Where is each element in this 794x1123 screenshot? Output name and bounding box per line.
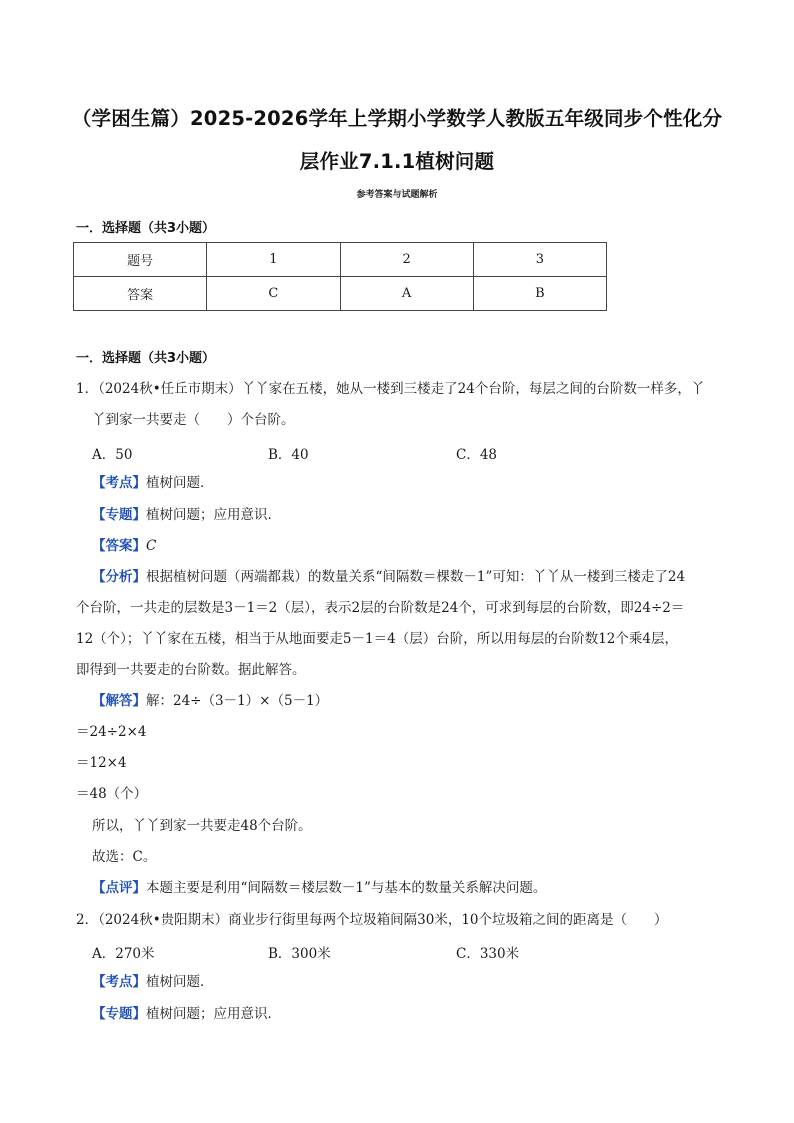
q1-dianping [92, 879, 748, 897]
q2-option-c: C．330米 [456, 946, 520, 962]
q1-fenxi-line-3: 12（个）；丫丫家在五楼，相当于从地面要走5－1＝4（层）台阶，所以用每层的台阶数12个乘4层， [76, 631, 678, 647]
table-cell: B [473, 277, 606, 311]
q2-option-a: A．270米 [92, 946, 155, 962]
daan-tag: 【答案】 [92, 538, 146, 554]
table-row [74, 243, 607, 277]
jieda-tag: 【解答】 [92, 693, 146, 709]
q2-stem-line-1: 2．（2024秋•贵阳期末）商业步行街里每两个垃圾箱间隔30米，10个垃圾箱之间的距离是（ ） [76, 912, 668, 928]
zhuanti-tag: 【专题】 [92, 1006, 146, 1022]
q1-fenxi-line-2: 个台阶，一共走的层数是3－1＝2（层），表示2层的台阶数是24个，可求到每层的台阶数，即24÷2＝ [76, 600, 685, 616]
kaodian-text: 植树问题． [146, 974, 214, 990]
q1-option-a: A．50 [92, 447, 133, 463]
document-title-line-2: 层作业7.1.1植树问题 [299, 150, 495, 173]
zhuanti-text: 植树问题；应用意识． [146, 1006, 281, 1022]
kaodian-text: 植树问题． [146, 475, 214, 491]
document-title-line-1: （学困生篇）2025-2026学年上学期小学数学人教版五年级同步个性化分 [71, 107, 723, 130]
jieda-text: 解：24÷（3－1）×（5－1） [146, 693, 329, 709]
q2-kaodian [92, 973, 748, 991]
q1-jieda-line-4: ＝48（个） [76, 786, 148, 802]
section-heading-answers: 一．选择题（共3小题） [76, 221, 216, 236]
table-cell: 3 [473, 243, 606, 277]
q1-fenxi-line-1 [92, 568, 748, 586]
q1-jieda-line-3: ＝12×4 [76, 755, 127, 771]
table-cell-label: 题号 [74, 243, 207, 277]
q1-jieda-line-5: 所以，丫丫到家一共要走48个台阶。 [92, 818, 312, 834]
q2-zhuanti [92, 1005, 748, 1023]
q1-option-c: C．48 [456, 447, 498, 463]
table-row [74, 277, 607, 311]
table-cell: 2 [340, 243, 473, 277]
q1-zhuanti [92, 506, 748, 524]
q1-jieda-line-2: ＝24÷2×4 [76, 724, 147, 740]
dianping-tag: 【点评】 [92, 880, 146, 896]
table-cell: A [340, 277, 473, 311]
q1-jieda-line-6: 故选：C。 [92, 849, 157, 865]
document-subtitle: 参考答案与试题解析 [356, 190, 438, 200]
q1-kaodian [92, 474, 748, 492]
kaodian-tag: 【考点】 [92, 475, 146, 491]
section-heading-questions: 一．选择题（共3小题） [76, 351, 216, 366]
fenxi-tag: 【分析】 [92, 569, 146, 585]
q1-stem-line-1: 1．（2024秋•任丘市期末）丫丫家在五楼，她从一楼到三楼走了24个台阶，每层之间的台阶数一样多，丫 [76, 381, 705, 397]
table-cell: 1 [207, 243, 340, 277]
q1-stem-line-2: 丫到家一共要走（ ）个台阶。 [92, 412, 295, 428]
dianping-text: 本题主要是利用“间隔数＝楼层数－1”与基本的数量关系解决问题。 [146, 880, 547, 896]
kaodian-tag: 【考点】 [92, 974, 146, 990]
daan-text: C [146, 538, 157, 554]
answer-table [73, 242, 607, 311]
fenxi-text: 根据植树问题（两端都栽）的数量关系“间隔数＝棵数－1”可知：丫丫从一楼到三楼走了24 [146, 569, 686, 585]
q2-option-b: B．300米 [268, 946, 331, 962]
q1-daan [92, 537, 748, 555]
q1-option-b: B．40 [268, 447, 309, 463]
table-cell: C [207, 277, 340, 311]
q1-fenxi-line-4: 即得到一共要走的台阶数。据此解答。 [76, 662, 306, 678]
zhuanti-tag: 【专题】 [92, 507, 146, 523]
zhuanti-text: 植树问题；应用意识． [146, 507, 281, 523]
q1-jieda-line-1 [92, 692, 748, 710]
table-cell-label: 答案 [74, 277, 207, 311]
